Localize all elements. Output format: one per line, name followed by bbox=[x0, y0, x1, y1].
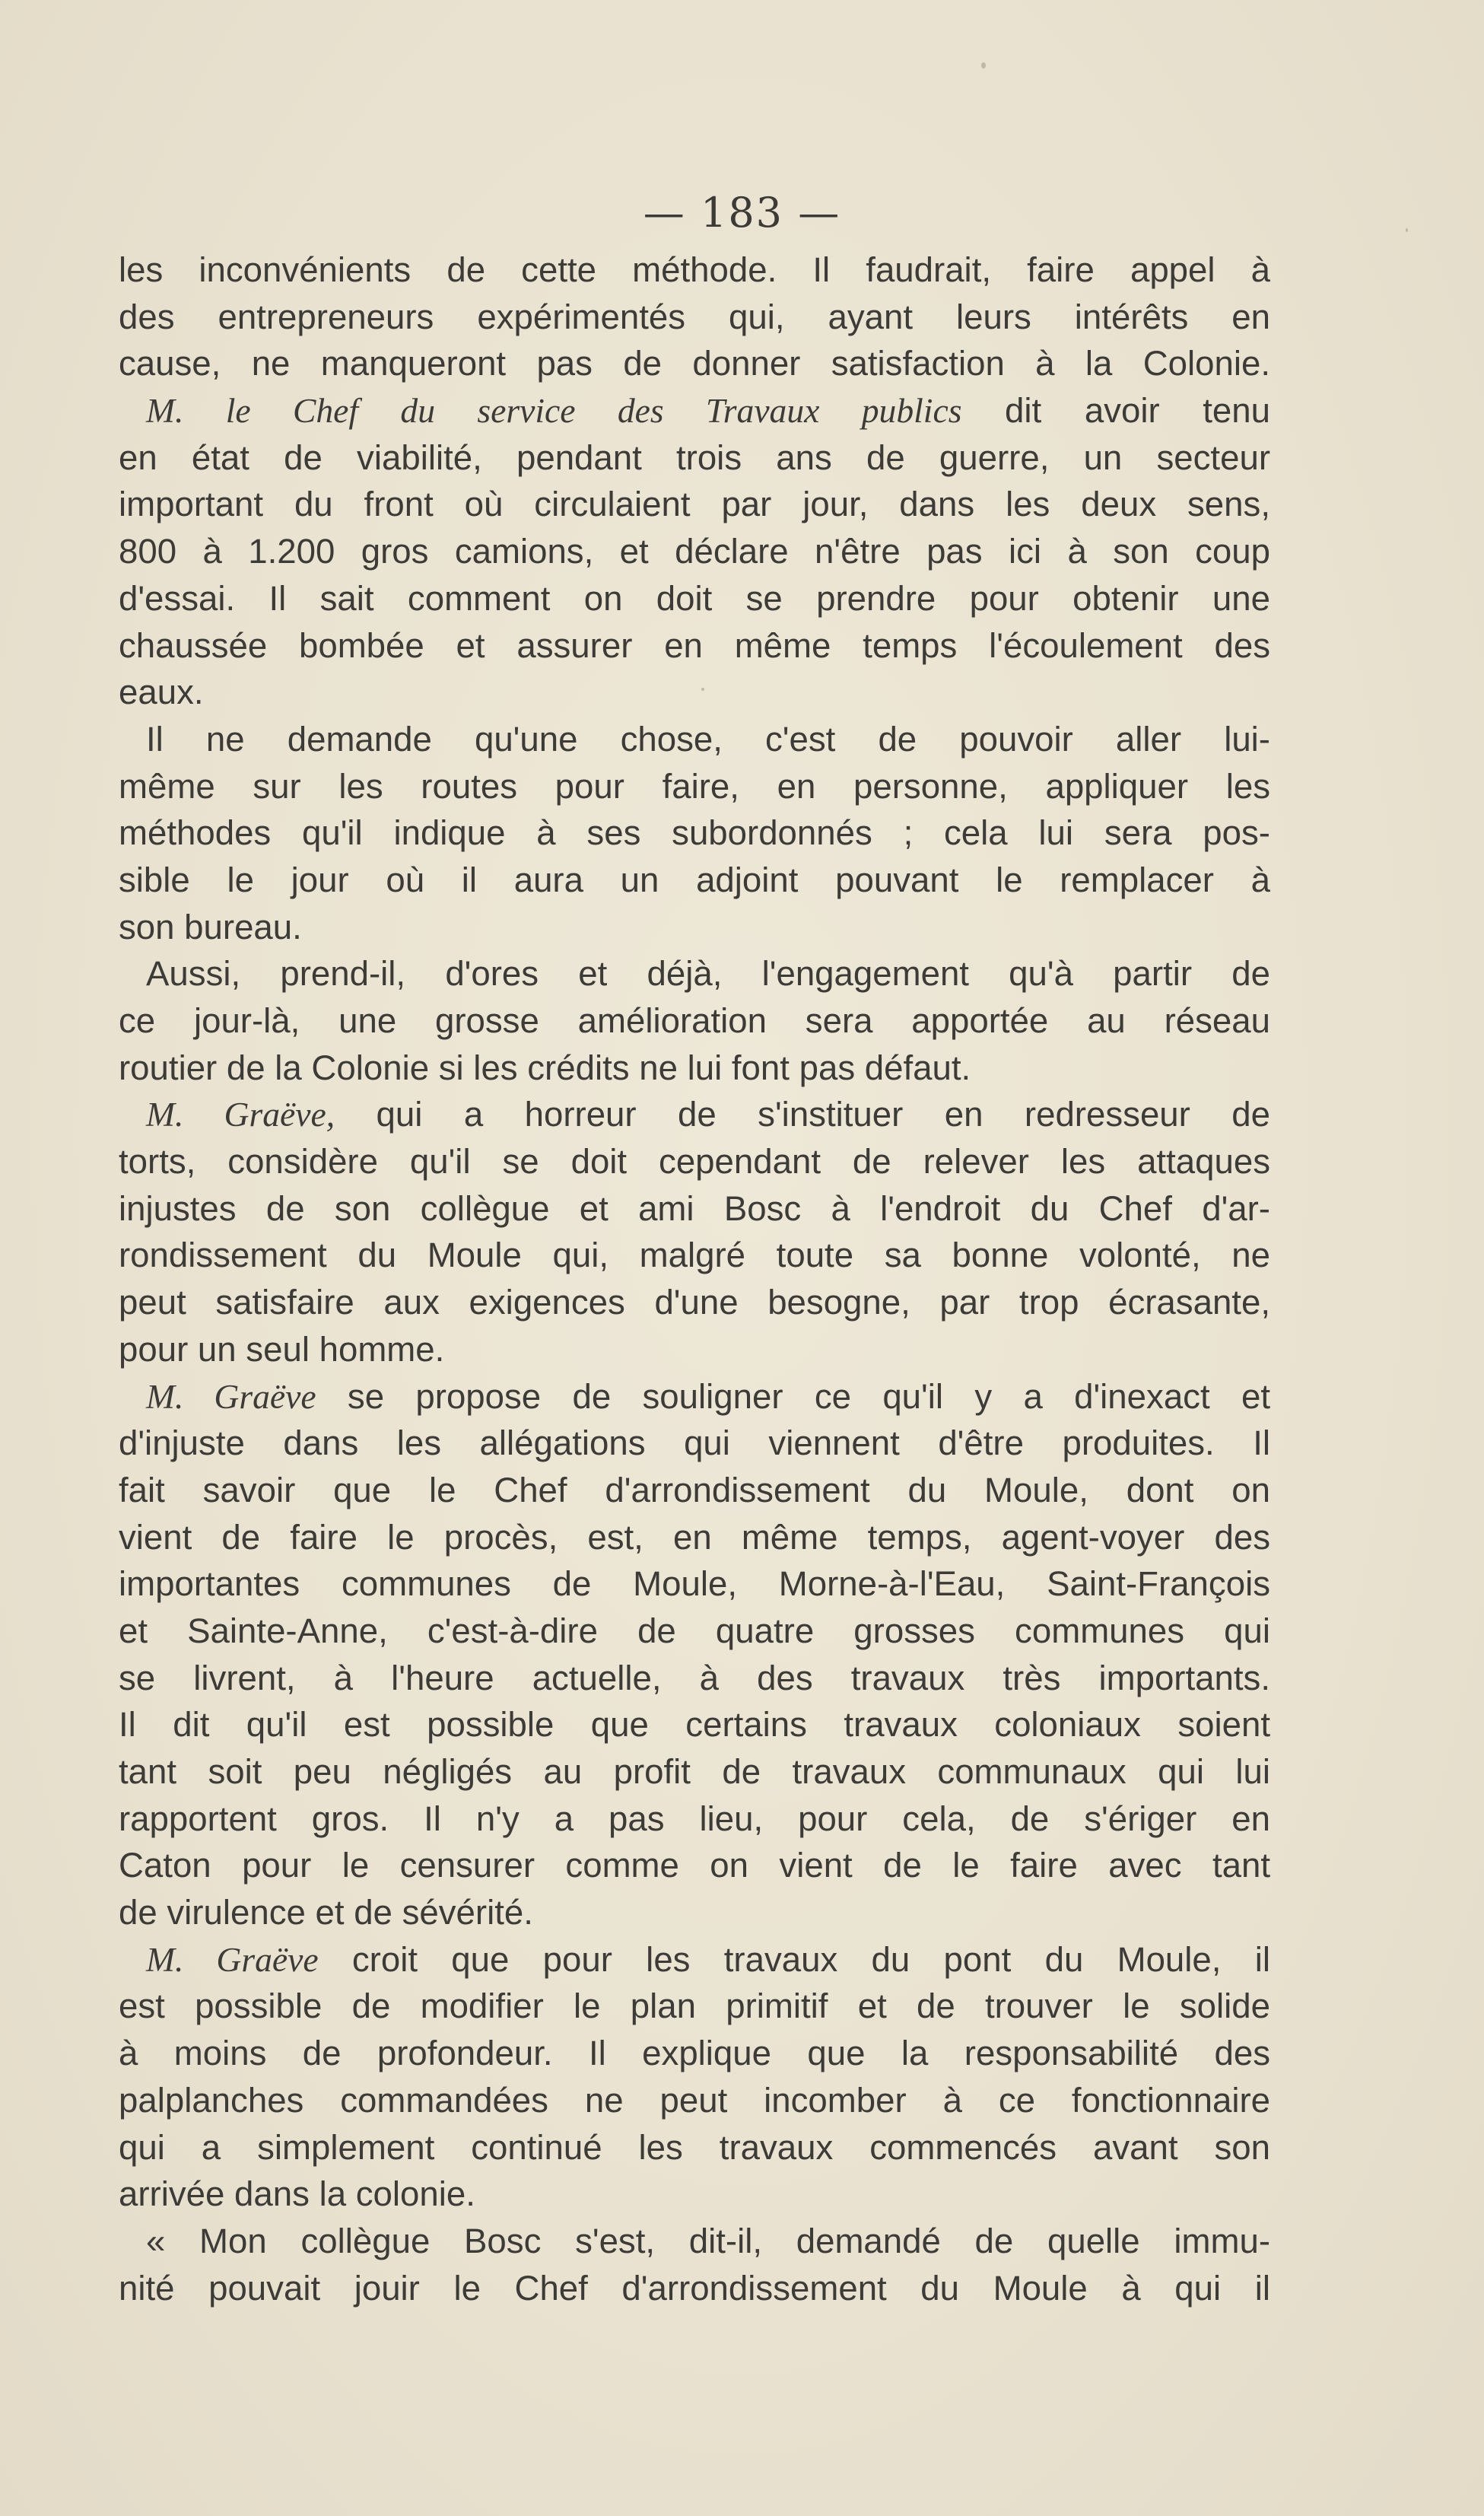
text-line: 800 à 1.200 gros camions, et déclare n'être pas ici à son coup bbox=[119, 532, 1270, 571]
text-line: arrivée dans la colonie. bbox=[119, 2174, 475, 2214]
text-line: Il dit qu'il est possible que certains travaux coloniaux soient bbox=[119, 1705, 1270, 1745]
paragraph bbox=[119, 387, 1270, 716]
paragraph bbox=[119, 1936, 1270, 2218]
text-line: injustes de son collègue et ami Bosc à l'endroit du Chef d'ar- bbox=[119, 1188, 1270, 1228]
text-line bbox=[119, 387, 1270, 434]
text-line: se livrent, à l'heure actuelle, à des travaux très importants. bbox=[119, 1658, 1270, 1697]
paragraph bbox=[119, 2218, 1270, 2311]
paragraph bbox=[119, 950, 1270, 1091]
text-line: sible le jour où il aura un adjoint pouvant le remplacer à bbox=[119, 860, 1270, 899]
speaker-name: M. Graëve bbox=[146, 1376, 316, 1416]
text-line: chaussée bombée et assurer en même temps l'écoulement des bbox=[119, 625, 1270, 665]
text-line: même sur les routes pour faire, en personne, appliquer les bbox=[119, 766, 1270, 806]
text-line: à moins de profondeur. Il explique que la responsabilité des bbox=[119, 2034, 1270, 2073]
text-line: important du front où circulaient par jour, dans les deux sens, bbox=[119, 485, 1270, 524]
text-line: vient de faire le procès, est, en même temps, agent-voyer des bbox=[119, 1517, 1270, 1557]
text-line: les inconvénients de cette méthode. Il faudrait, faire appel à bbox=[119, 250, 1270, 289]
text-line: qui a simplement continué les travaux commencés avant son bbox=[119, 2127, 1270, 2167]
text-line: d'injuste dans les allégations qui viennent d'être produites. Il bbox=[119, 1423, 1270, 1463]
text-line bbox=[119, 1373, 1270, 1420]
text-line: méthodes qu'il indique à ses subordonnés ; cela lui sera pos- bbox=[119, 813, 1270, 853]
text-fragment: se propose de souligner ce qu'il y a d'inexact et bbox=[316, 1376, 1270, 1416]
text-line: routier de la Colonie si les crédits ne lui font pas défaut. bbox=[119, 1048, 971, 1087]
text-line: des entrepreneurs expérimentés qui, ayant leurs intérêts en bbox=[119, 297, 1270, 336]
text-line: est possible de modifier le plan primitif et de trouver le solide bbox=[119, 1986, 1270, 2026]
speaker-name: M. le Chef du service des Travaux publics bbox=[146, 391, 962, 431]
speaker-name: M. Graëve, bbox=[146, 1095, 335, 1134]
text-line: tant soit peu négligés au profit de travaux communaux qui lui bbox=[119, 1752, 1270, 1791]
body-text bbox=[119, 247, 1270, 2311]
text-line: Il ne demande qu'une chose, c'est de pouvoir aller lui- bbox=[146, 719, 1270, 759]
text-line: et Sainte-Anne, c'est-à-dire de quatre grosses communes qui bbox=[119, 1611, 1270, 1650]
text-line: rondissement du Moule qui, malgré toute sa bonne volonté, ne bbox=[119, 1236, 1270, 1275]
text-line: d'essai. Il sait comment on doit se prendre pour obtenir une bbox=[119, 578, 1270, 618]
paper-speck bbox=[981, 62, 986, 68]
paragraph bbox=[119, 247, 1270, 387]
text-fragment: qui a horreur de s'instituer en redresseur de bbox=[335, 1095, 1270, 1134]
text-line: nité pouvait jouir le Chef d'arrondissement du Moule à qui il bbox=[119, 2268, 1270, 2308]
text-line bbox=[119, 1936, 1270, 1983]
text-line: pour un seul homme. bbox=[119, 1329, 445, 1369]
text-fragment: croit que pour les travaux du pont du Moule, il bbox=[318, 1939, 1270, 1979]
text-line: importantes communes de Moule, Morne-à-l'Eau, Saint-François bbox=[119, 1564, 1270, 1604]
text-line: Caton pour le censurer comme on vient de le faire avec tant bbox=[119, 1846, 1270, 1885]
text-line: ce jour-là, une grosse amélioration sera apportée au réseau bbox=[119, 1001, 1270, 1040]
text-line: fait savoir que le Chef d'arrondissement du Moule, dont on bbox=[119, 1470, 1270, 1509]
text-fragment: dit avoir tenu bbox=[961, 391, 1270, 431]
text-line: eaux. bbox=[119, 673, 204, 712]
text-line: en état de viabilité, pendant trois ans de guerre, un secteur bbox=[119, 437, 1270, 477]
text-line: rapportent gros. Il n'y a pas lieu, pour cela, de s'ériger en bbox=[119, 1799, 1270, 1838]
paragraph bbox=[119, 1091, 1270, 1373]
paragraph bbox=[119, 716, 1270, 950]
text-line: peut satisfaire aux exigences d'une besogne, par trop écrasante, bbox=[119, 1283, 1270, 1322]
text-line: cause, ne manqueront pas de donner satisfaction à la Colonie. bbox=[119, 344, 1270, 383]
text-line: torts, considère qu'il se doit cependant de relever les attaques bbox=[119, 1142, 1270, 1182]
speaker-name: M. Graëve bbox=[146, 1939, 319, 1979]
text-line: palplanches commandées ne peut incomber à ce fonctionnaire bbox=[119, 2080, 1270, 2120]
text-line: « Mon collègue Bosc s'est, dit-il, demandé de quelle immu- bbox=[146, 2221, 1270, 2260]
text-line: Aussi, prend-il, d'ores et déjà, l'engagement qu'à partir de bbox=[146, 954, 1270, 994]
page-number: — 183 — bbox=[643, 189, 841, 237]
text-line bbox=[119, 1091, 1270, 1138]
paragraph bbox=[119, 1373, 1270, 1936]
text-line: son bureau. bbox=[119, 907, 302, 946]
text-line: de virulence et de sévérité. bbox=[119, 1893, 533, 1932]
